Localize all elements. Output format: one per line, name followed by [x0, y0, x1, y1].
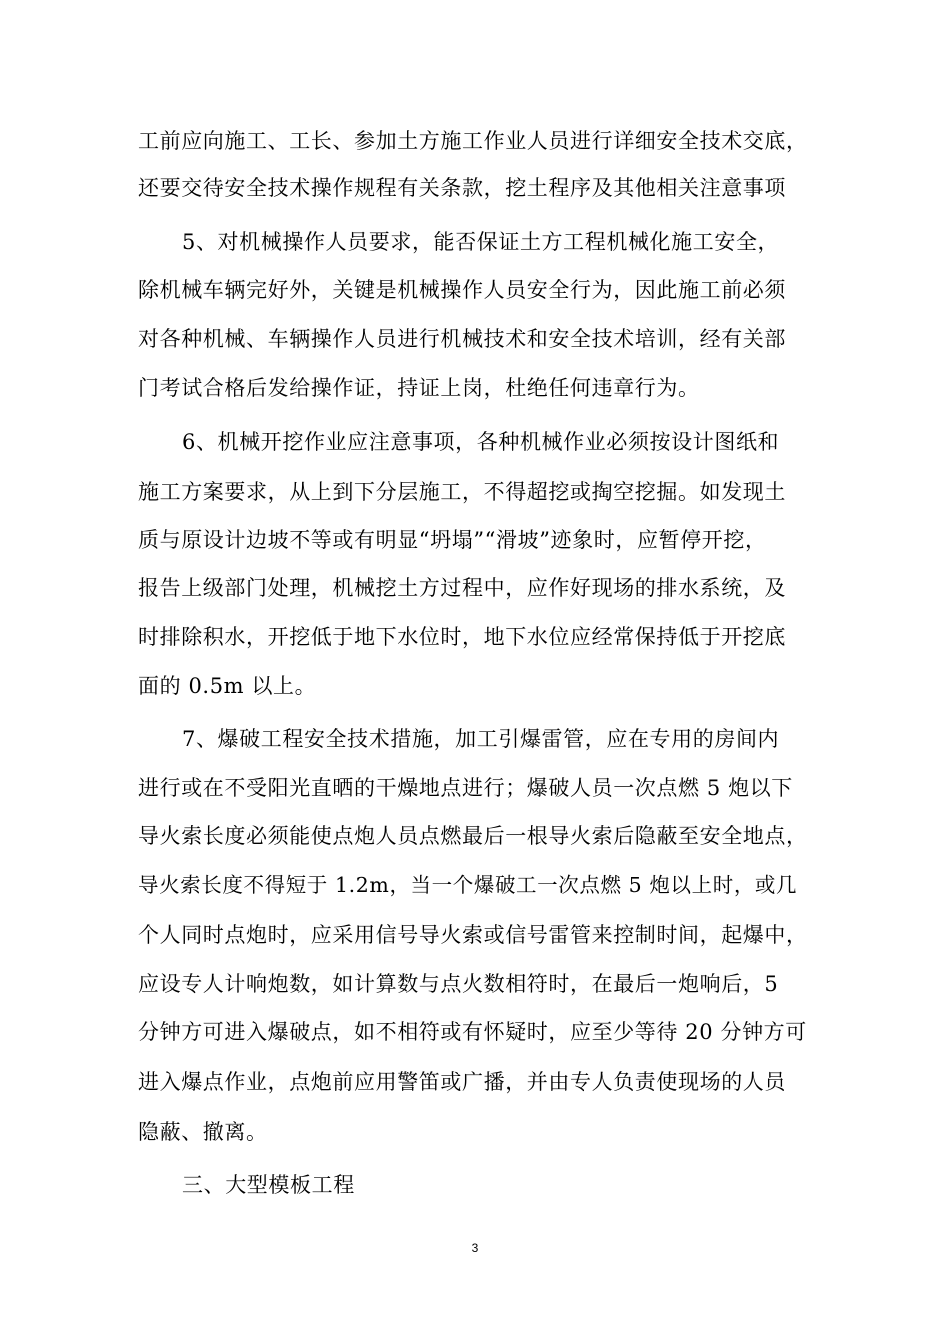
text-line: 5、对机械操作人员要求，能否保证土方工程机械化施工安全， — [182, 230, 780, 254]
text-line: 导火索长度不得短于 1.2m，当一个爆破工一次点燃 5 炮以上时，或几 — [138, 873, 798, 897]
text-line: 除机械车辆完好外，关键是机械操作人员安全行为，因此施工前必须 — [138, 278, 786, 302]
text-line: 进行或在不受阳光直晒的干燥地点进行；爆破人员一次点燃 5 炮以下 — [138, 776, 793, 800]
text-line: 对各种机械、车辆操作人员进行机械技术和安全技术培训，经有关部 — [138, 327, 786, 351]
text-line: 工前应向施工、工长、参加土方施工作业人员进行详细安全技术交底， — [138, 129, 808, 153]
page-number: 3 — [471, 1241, 479, 1255]
text-line: 分钟方可进入爆破点，如不相符或有怀疑时，应至少等待 20 分钟方可 — [138, 1020, 807, 1044]
text-line: 门考试合格后发给操作证，持证上岗，杜绝任何违章行为。 — [138, 376, 700, 400]
text-line: 隐蔽、撤离。 — [138, 1120, 268, 1144]
section-heading: 三、大型模板工程 — [182, 1173, 355, 1197]
text-line: 面的 0.5m 以上。 — [138, 674, 317, 698]
text-line: 7、爆破工程安全技术措施，加工引爆雷管，应在专用的房间内 — [182, 727, 780, 751]
text-line: 还要交待安全技术操作规程有关条款，挖土程序及其他相关注意事项 — [138, 176, 786, 200]
text-line: 应设专人计响炮数，如计算数与点火数相符时，在最后一炮响后，5 — [138, 972, 779, 996]
text-line: 报告上级部门处理，机械挖土方过程中，应作好现场的排水系统，及 — [138, 576, 786, 600]
text-line: 导火索长度必须能使点炮人员点燃最后一根导火索后隐蔽至安全地点， — [138, 824, 808, 848]
text-line: 质与原设计边坡不等或有明显“坍塌”“滑坡”迹象时，应暂停开挖， — [138, 528, 767, 552]
text-line: 施工方案要求，从上到下分层施工，不得超挖或掏空挖掘。如发现土 — [138, 480, 786, 504]
text-line: 6、机械开挖作业应注意事项，各种机械作业必须按设计图纸和 — [182, 430, 780, 454]
text-line: 时排除积水，开挖低于地下水位时，地下水位应经常保持低于开挖底 — [138, 625, 786, 649]
text-line: 个人同时点炮时，应采用信号导火索或信号雷管来控制时间，起爆中， — [138, 923, 808, 947]
text-line: 进入爆点作业，点炮前应用警笛或广播，并由专人负责使现场的人员 — [138, 1070, 786, 1094]
